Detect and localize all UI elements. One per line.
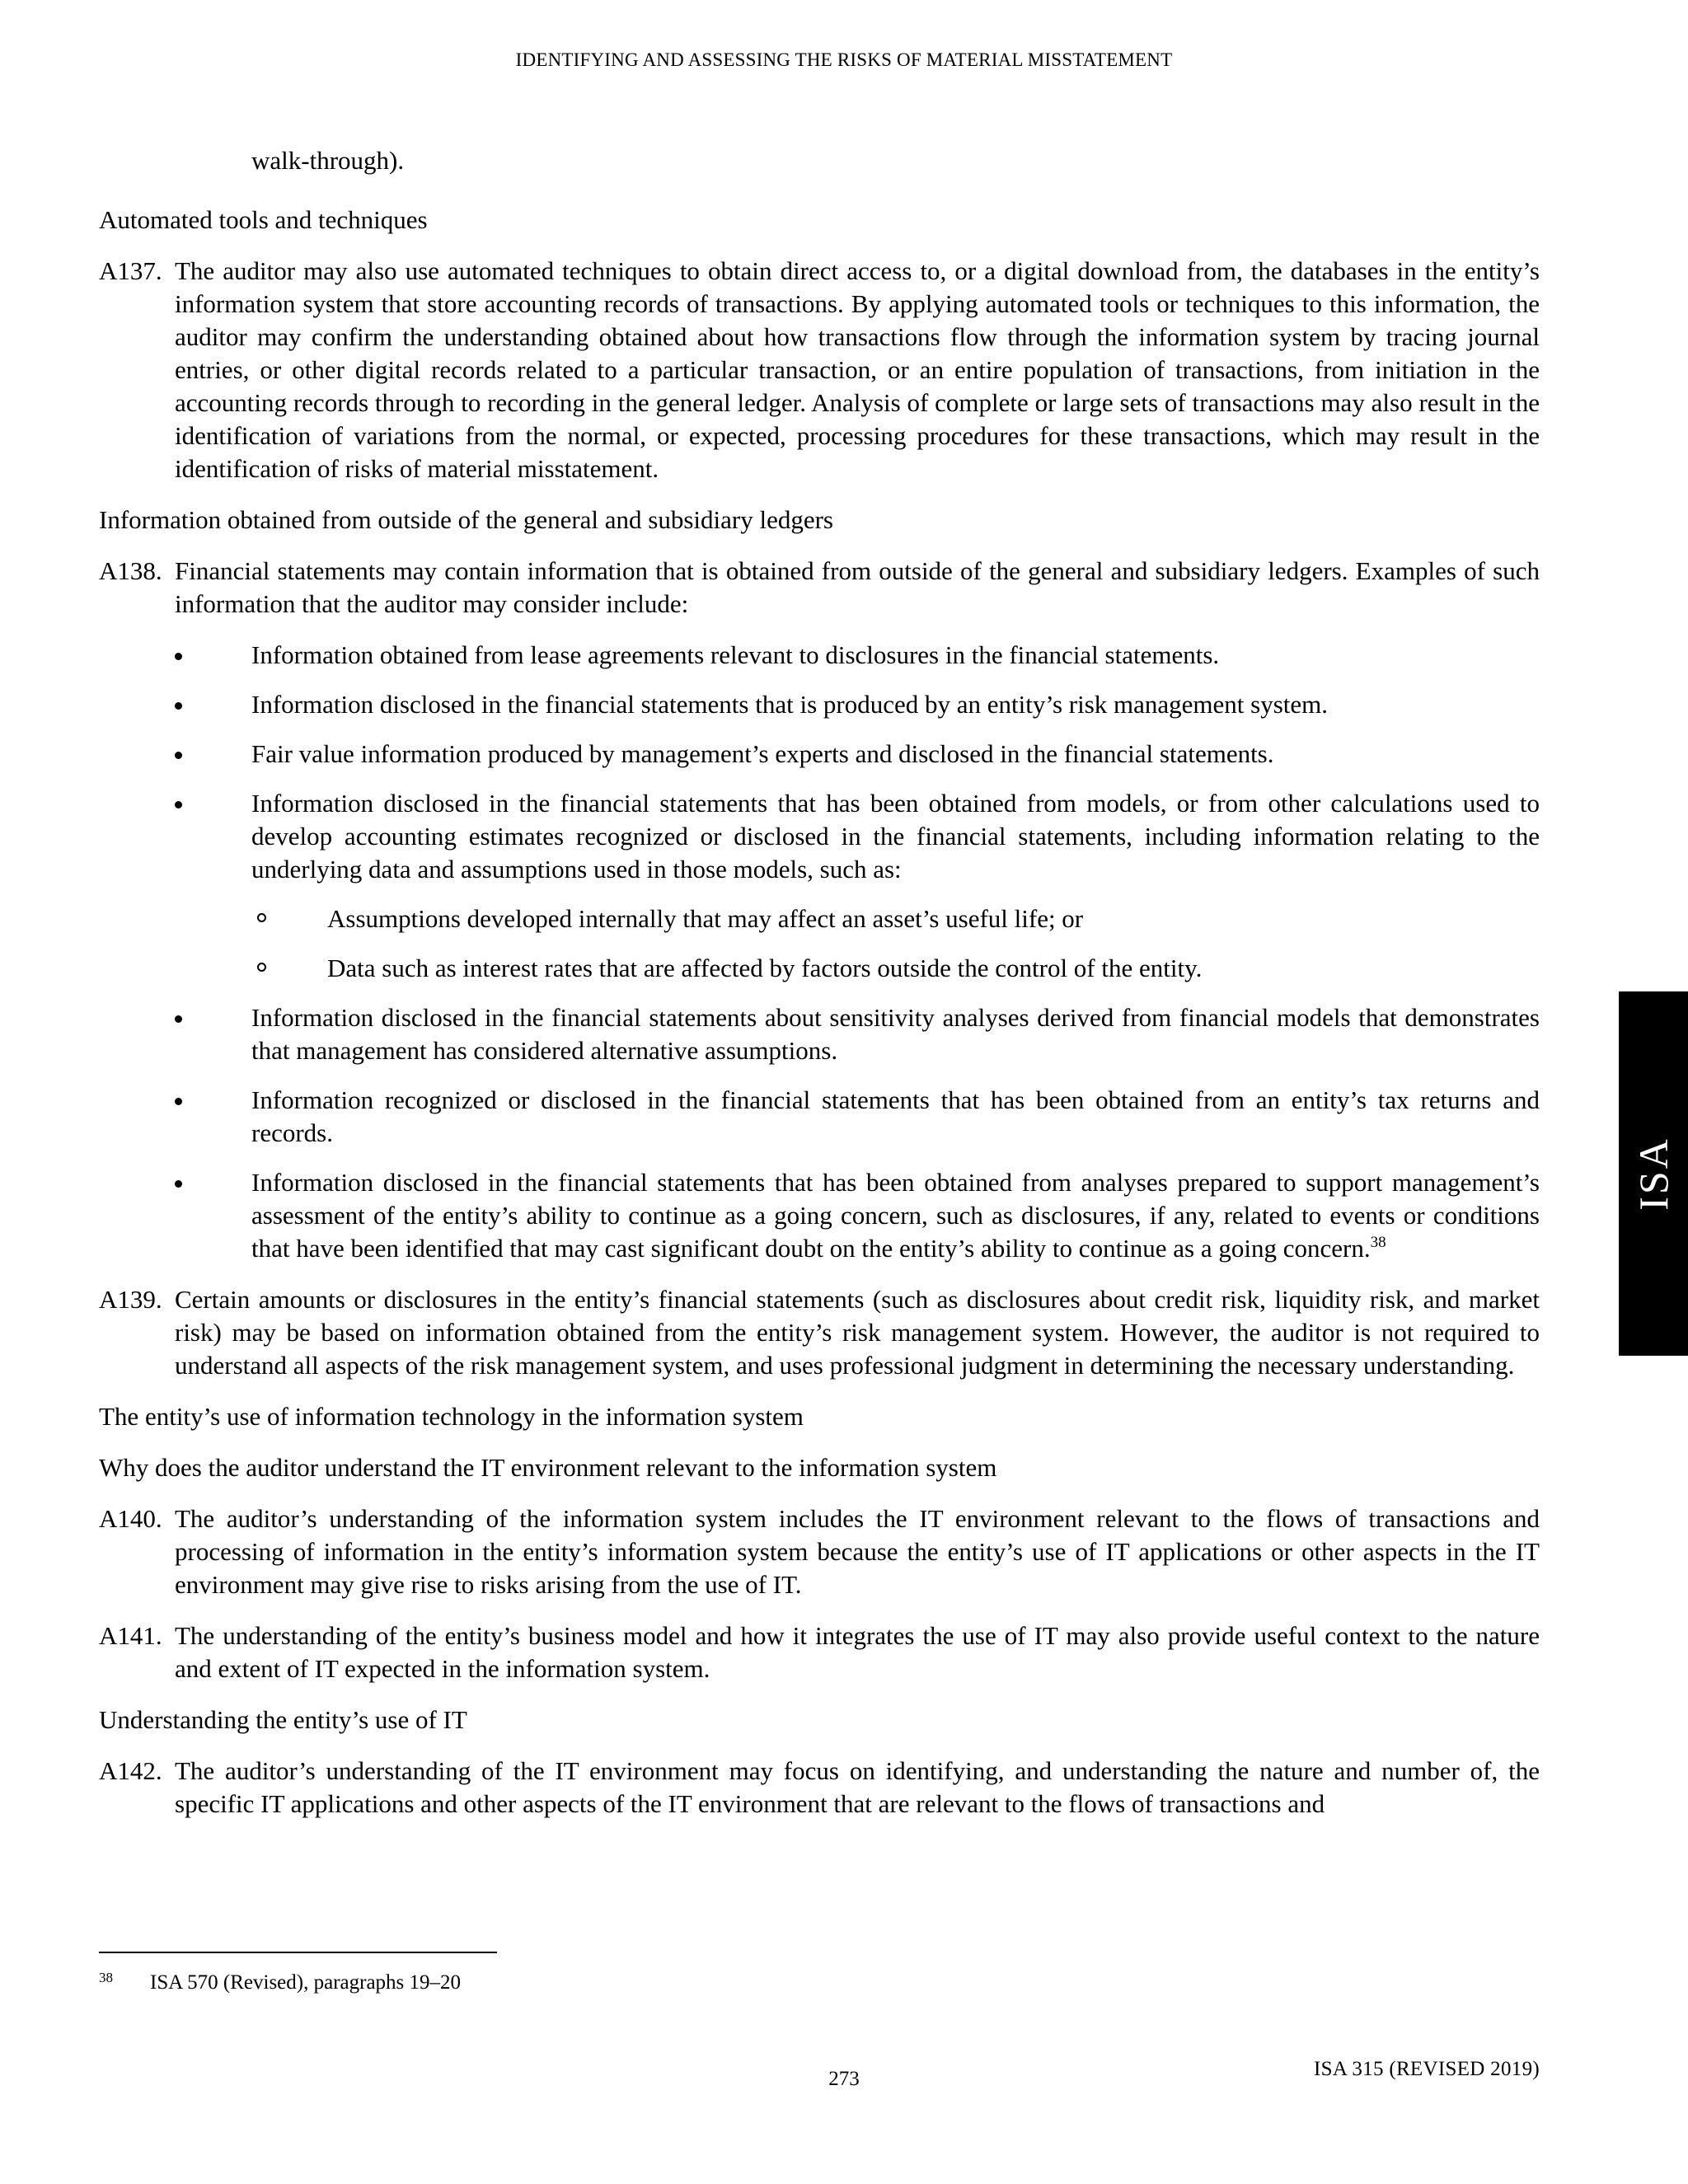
- list-item: [99, 787, 1540, 985]
- bullet-icon: [175, 801, 182, 808]
- footnote-reference[interactable]: 38: [1370, 1234, 1386, 1251]
- paragraph-number: A142.: [99, 1756, 162, 1785]
- paragraph-number: A140.: [99, 1504, 162, 1533]
- sub-list-item: [251, 902, 1540, 935]
- paragraph-number: A139.: [99, 1285, 162, 1314]
- paragraph-a138: [99, 555, 1540, 621]
- paragraph-text: The understanding of the entity’s business model and how it integrates the use of IT may also provide useful context to the nature and extent of IT expected in the information system.: [175, 1621, 1540, 1683]
- list-item-text: Information recognized or disclosed in the financial statements that has been obtained from an entity’s tax returns and records.: [251, 1085, 1540, 1147]
- circle-bullet-icon: [257, 913, 266, 922]
- bullet-list-a138: [99, 639, 1540, 1265]
- list-item: [99, 738, 1540, 771]
- paragraph-text: The auditor’s understanding of the information system includes the IT environment relevant to the flows of transactions and processing of information in the entity’s information system because the entity’s use of IT applications or other aspects in the IT environment may give rise to risks arising from the use of IT.: [175, 1504, 1540, 1599]
- list-item: [99, 1084, 1540, 1150]
- footnote-text: ISA 570 (Revised), paragraphs 19–20: [150, 1971, 462, 1994]
- list-item-text: Information disclosed in the financial statements that is produced by an entity’s risk management system.: [251, 690, 1328, 719]
- list-item: [99, 639, 1540, 672]
- paragraph-a139: [99, 1283, 1540, 1382]
- paragraph-number: A137.: [99, 256, 162, 285]
- paragraph-a140: [99, 1502, 1540, 1601]
- running-header: IDENTIFYING AND ASSESSING THE RISKS OF MATERIAL MISSTATEMENT: [515, 49, 1173, 70]
- footnote-number: 38: [99, 1970, 113, 1985]
- sub-list-item: [251, 952, 1540, 985]
- subheading-automated-tools: Automated tools and techniques: [99, 205, 428, 234]
- subheading-it-use: The entity’s use of information technology in the information system: [99, 1402, 804, 1431]
- bullet-icon: [175, 653, 182, 660]
- subheading-understanding-it: Understanding the entity’s use of IT: [99, 1705, 467, 1734]
- list-item-text: Information disclosed in the financial statements that has been obtained from analyses prepared to support management’s assessment of the entity’s ability to continue as a going concern, such as disclosures, if any, related to events or conditions that have been identified that may cast significant doubt on the entity’s ability to continue as a going concern.: [251, 1168, 1540, 1263]
- list-item-text: Information disclosed in the financial statements about sensitivity analyses derived from financial models that demonstrates that management has considered alternative assumptions.: [251, 1003, 1540, 1065]
- paragraph-a141: [99, 1619, 1540, 1685]
- paragraph-text: The auditor may also use automated techniques to obtain direct access to, or a digital download from, the databases in the entity’s information system that store accounting records of transactions. By applying automated tools or techniques to this information, the auditor may confirm the understanding obtained about how transactions flow through the information system by tracing journal entries, or other digital records related to a particular transaction, or an entire population of transactions, from initiation in the accounting records through to recording in the general ledger. Analysis of complete or large sets of transactions may also result in the identification of variations from the normal, or expected, processing procedures for these transactions, which may result in the identification of risks of material misstatement.: [175, 256, 1540, 483]
- subheading-why-it-environment: Why does the auditor understand the IT environment relevant to the information system: [99, 1453, 997, 1482]
- footnote-divider: [99, 1952, 497, 1953]
- footnote: [99, 1970, 461, 1996]
- continued-text: walk-through).: [251, 146, 405, 175]
- list-item-text: Fair value information produced by management’s experts and disclosed in the financial statements.: [251, 739, 1274, 768]
- paragraph-number: A138.: [99, 556, 162, 585]
- side-tab-label: ISA: [1630, 1137, 1676, 1211]
- standard-reference: ISA 315 (REVISED 2019): [1314, 2058, 1540, 2080]
- bullet-icon: [175, 752, 182, 759]
- bullet-icon: [175, 702, 182, 710]
- paragraph-number: A141.: [99, 1621, 162, 1650]
- paragraph-a137: [99, 255, 1540, 485]
- list-item: [99, 1166, 1540, 1265]
- paragraph-text: Financial statements may contain information that is obtained from outside of the general and subsidiary ledgers. Examples of such information that the auditor may consider include:: [175, 556, 1540, 618]
- list-item: [99, 688, 1540, 721]
- sub-list-item-text: Assumptions developed internally that may affect an asset’s useful life; or: [327, 904, 1084, 933]
- list-item: [99, 1001, 1540, 1067]
- subheading-outside-ledgers: Information obtained from outside of the general and subsidiary ledgers: [99, 505, 833, 534]
- isa-side-tab: [1619, 991, 1688, 1356]
- page-number: 273: [828, 2068, 860, 2090]
- list-item-text: Information obtained from lease agreements relevant to disclosures in the financial statements.: [251, 640, 1220, 669]
- paragraph-text: Certain amounts or disclosures in the entity’s financial statements (such as disclosures about credit risk, liquidity risk, and market risk) may be based on information obtained from the entity’s risk management system. However, the auditor is not required to understand all aspects of the risk management system, and uses professional judgment in determining the necessary understanding.: [175, 1285, 1540, 1380]
- sub-bullet-list: [251, 902, 1540, 985]
- list-item-text: Information disclosed in the financial statements that has been obtained from models, or from other calculations used to develop accounting estimates recognized or disclosed in the financial statements, including information relating to the underlying data and assumptions used in those models, such as:: [251, 789, 1540, 883]
- paragraph-text: The auditor’s understanding of the IT environment may focus on identifying, and understanding the nature and number of, the specific IT applications and other aspects of the IT environment that are relevant to the flows of transactions and: [175, 1756, 1540, 1818]
- bullet-icon: [175, 1180, 182, 1188]
- bullet-icon: [175, 1098, 182, 1105]
- paragraph-a142: [99, 1755, 1540, 1821]
- page-content: [99, 144, 1540, 1839]
- sub-list-item-text: Data such as interest rates that are affected by factors outside the control of the entity.: [327, 954, 1203, 982]
- bullet-icon: [175, 1015, 182, 1023]
- circle-bullet-icon: [257, 963, 266, 972]
